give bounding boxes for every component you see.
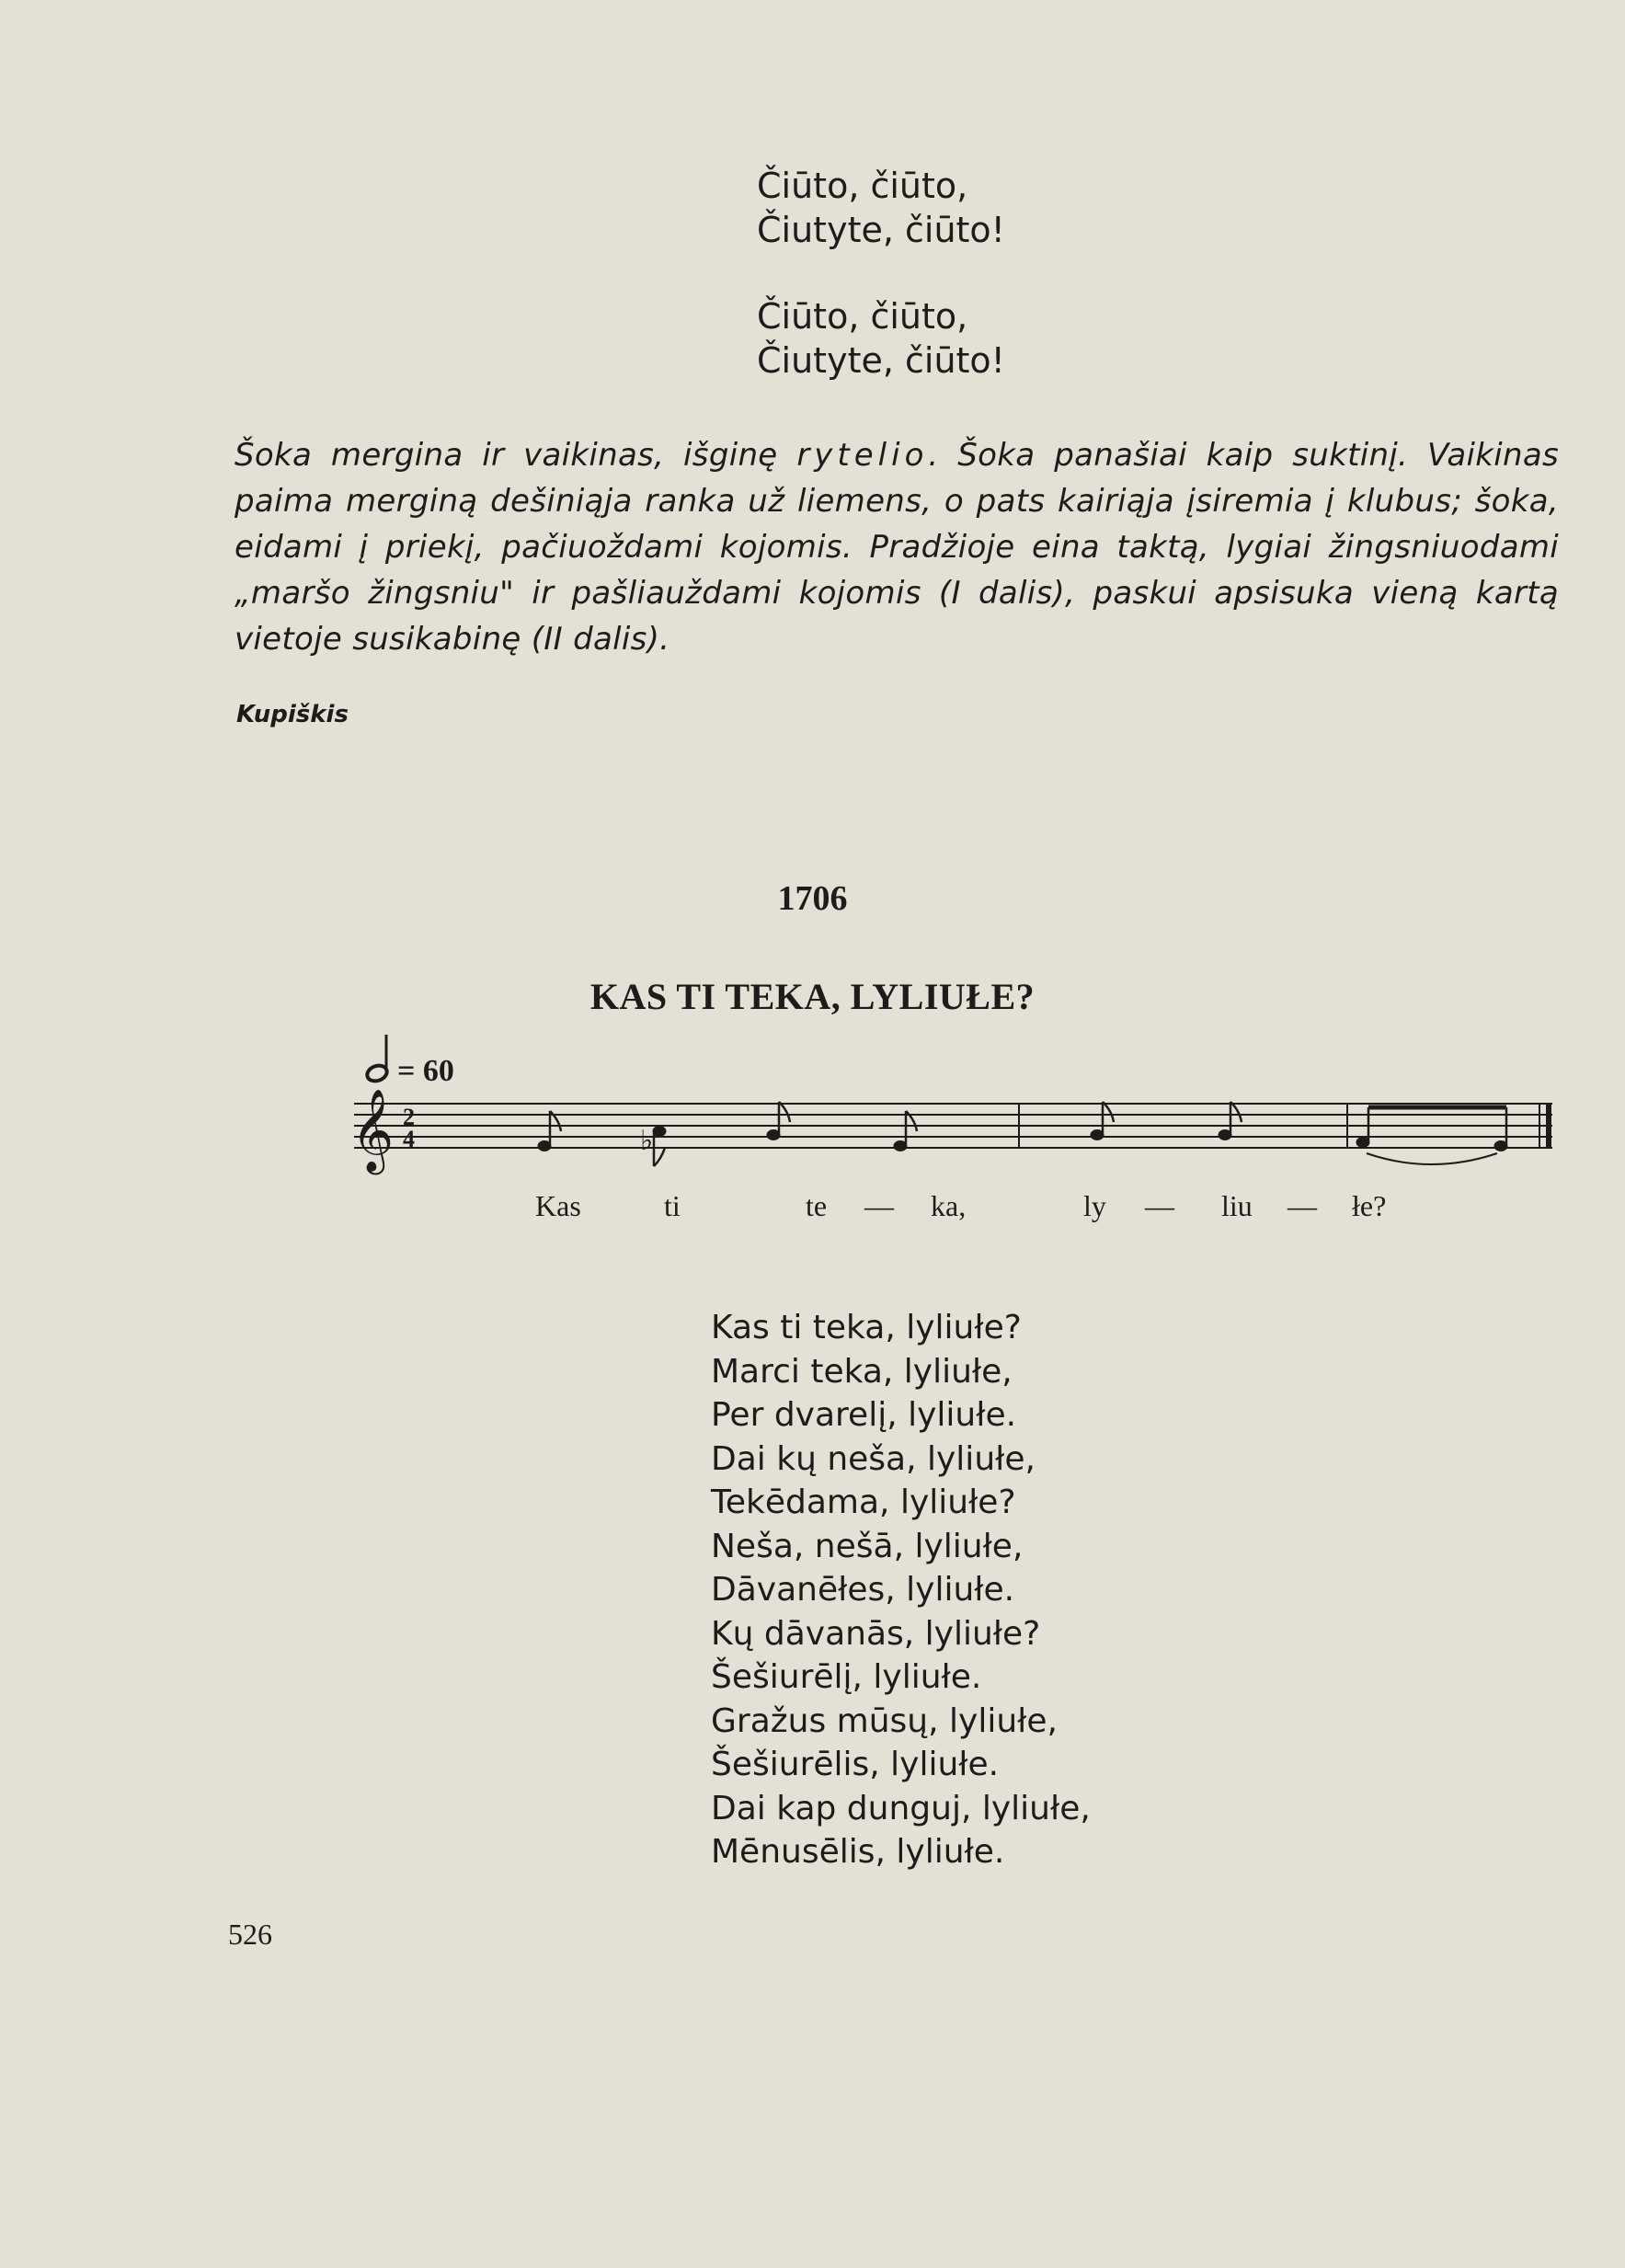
lyric-line: Šešiurēlį, lyliułe. [711,1658,982,1696]
syllable: — [1145,1189,1174,1222]
syllable: ly [1083,1189,1106,1222]
syllable: ka, [931,1189,967,1222]
lyric-line: Dai kap dunguj, lyliułe, [711,1789,1091,1827]
lyric-line: Marci teka, lyliułe, [711,1352,1013,1391]
place-name: Kupiškis [236,701,349,728]
syllable: te [806,1189,828,1222]
eighth-note-icon [767,1102,790,1140]
page-number: 526 [228,1918,272,1951]
lyric-line: Mēnusēlis, lyliułe. [711,1833,1005,1871]
description-text-continued: . Šoka panašiai kaip suktinį. Vaikinas paima merginą dešiniąja ranka už liemens, o pats kairiąja įsiremia į klubus; šoka, eidami į priekį, pačiuoždami kojomis. Pradžioje eina taktą, lygiai žingsniuodami „maršo žingsniu" ir pašliauždami kojomis (I dalis), paskui apsisuka vieną kartą vietoje susikabinę (II dalis). [235,437,1559,658]
song-lyrics [711,1306,1091,1874]
treble-clef-icon: 𝄞 [351,1089,395,1172]
lyric-line: Kas ti teka, lyliułe? [711,1309,1022,1346]
tempo-note-icon [365,1035,389,1083]
syllable: łe? [1352,1189,1387,1222]
dance-description [235,432,1559,662]
lyric-line: Gražus mūsų, lyliułe, [711,1701,1058,1740]
lyric-line: Tekēdama, lyliułe? [711,1483,1016,1521]
notes [538,1102,1549,1166]
lyric-line: Neša, nešā, lyliułe, [711,1527,1024,1565]
song-number: 1706 [777,879,848,918]
eighth-note-icon [894,1111,917,1151]
lyric-line: Šešiurēlis, lyliułe. [711,1746,1000,1783]
lyric-line: Per dvarelį, lyliułe. [711,1396,1017,1434]
syllable: — [864,1189,894,1222]
syllables [535,1189,1386,1222]
lyric-line: Dāvanēłes, lyliułe. [711,1571,1015,1609]
verse-line: Čiutyte, čiūto! [757,340,1005,381]
syllable: ti [664,1189,681,1222]
syllable: Kas [535,1189,581,1222]
music-staff [331,1030,1563,1242]
verse-line: Čiūto, čiūto, [757,296,968,337]
flat-icon: ♭ [640,1125,654,1157]
eighth-note-icon [1091,1102,1114,1140]
eighth-note-icon [1219,1102,1242,1140]
eighth-note-icon [538,1111,561,1151]
lyric-line: Dai kų neša, lyliułe, [711,1439,1036,1478]
lyric-line: Kų dāvanās, lyliułe? [711,1614,1041,1653]
verse-line: Čiutyte, čiūto! [757,210,1005,250]
description-text: Šoka mergina ir vaikinas, išginę [235,437,797,474]
time-signature-top: 2 [403,1104,415,1130]
top-verse [757,164,1005,383]
tempo-text: = 60 [397,1054,454,1088]
staff-lines [354,1104,1552,1148]
description-spaced-word: rytelio [796,437,929,474]
syllable: liu [1221,1189,1253,1222]
verse-line: Čiūto, čiūto, [757,166,968,206]
song-title: KAS TI TEKA, LYLIUŁE? [589,976,1036,1017]
time-signature-bottom: 4 [403,1126,415,1152]
syllable: — [1287,1189,1317,1222]
eighth-note-icon [653,1127,666,1167]
